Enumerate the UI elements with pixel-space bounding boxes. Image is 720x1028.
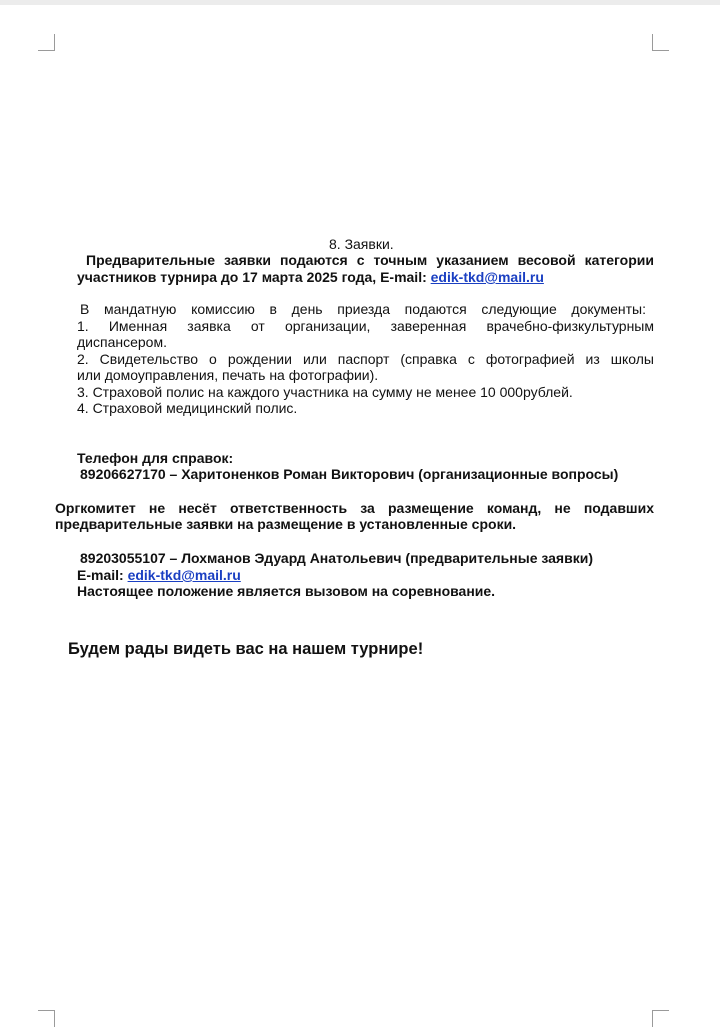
document-item-2-line1: 2. Свидетельство о рождении или паспорт (справка с фотографией из школы xyxy=(77,351,654,367)
section-heading: 8. Заявки. xyxy=(329,236,394,252)
contact-email-link[interactable]: edik-tkd@mail.ru xyxy=(127,567,241,583)
document-item-1-line1: 1. Именная заявка от организации, заверенная врачебно-физкультурным xyxy=(77,318,654,334)
invitation-note: Настоящее положение является вызовом на соревнование. xyxy=(77,583,496,599)
documents-intro: В мандатную комиссию в день приезда подаются следующие документы: xyxy=(80,301,646,317)
phone-contact-2: 89203055107 – Лохманов Эдуард Анатольевич (предварительные заявки) xyxy=(80,550,593,566)
email-line xyxy=(77,567,241,584)
closing-line: Будем рады видеть вас на нашем турнире! xyxy=(68,640,424,658)
orgcommittee-notice-line1: Оргкомитет не несёт ответственность за размещение команд, не подавших xyxy=(55,500,654,516)
document-item-4: 4. Страховой медицинский полис. xyxy=(77,400,298,416)
prelim-applications-line2 xyxy=(77,269,544,286)
prelim-applications-text: участников турнира до 17 марта 2025 года, E-mail: xyxy=(77,269,431,285)
phone-label: Телефон для справок: xyxy=(77,450,234,466)
crop-mark-top-right xyxy=(652,34,669,51)
crop-mark-bottom-left xyxy=(38,1010,55,1027)
email-label: E-mail: xyxy=(77,567,128,583)
document-item-2-line2: или домоуправления, печать на фотографии). xyxy=(77,367,379,383)
crop-mark-bottom-right xyxy=(652,1010,669,1027)
document-item-3: 3. Страховой полис на каждого участника на сумму не менее 10 000рублей. xyxy=(77,384,573,400)
document-item-1-line2: диспансером. xyxy=(77,334,167,350)
phone-contact-1: 89206627170 – Харитоненков Роман Викторович (организационные вопросы) xyxy=(80,466,619,482)
top-edge-strip xyxy=(0,0,720,5)
orgcommittee-notice-line2: предварительные заявки на размещение в установленные сроки. xyxy=(55,516,517,532)
crop-mark-top-left xyxy=(38,34,55,51)
prelim-applications-line1: Предварительные заявки подаются с точным указанием весовой категории xyxy=(86,252,654,268)
email-link[interactable]: edik-tkd@mail.ru xyxy=(430,269,544,285)
